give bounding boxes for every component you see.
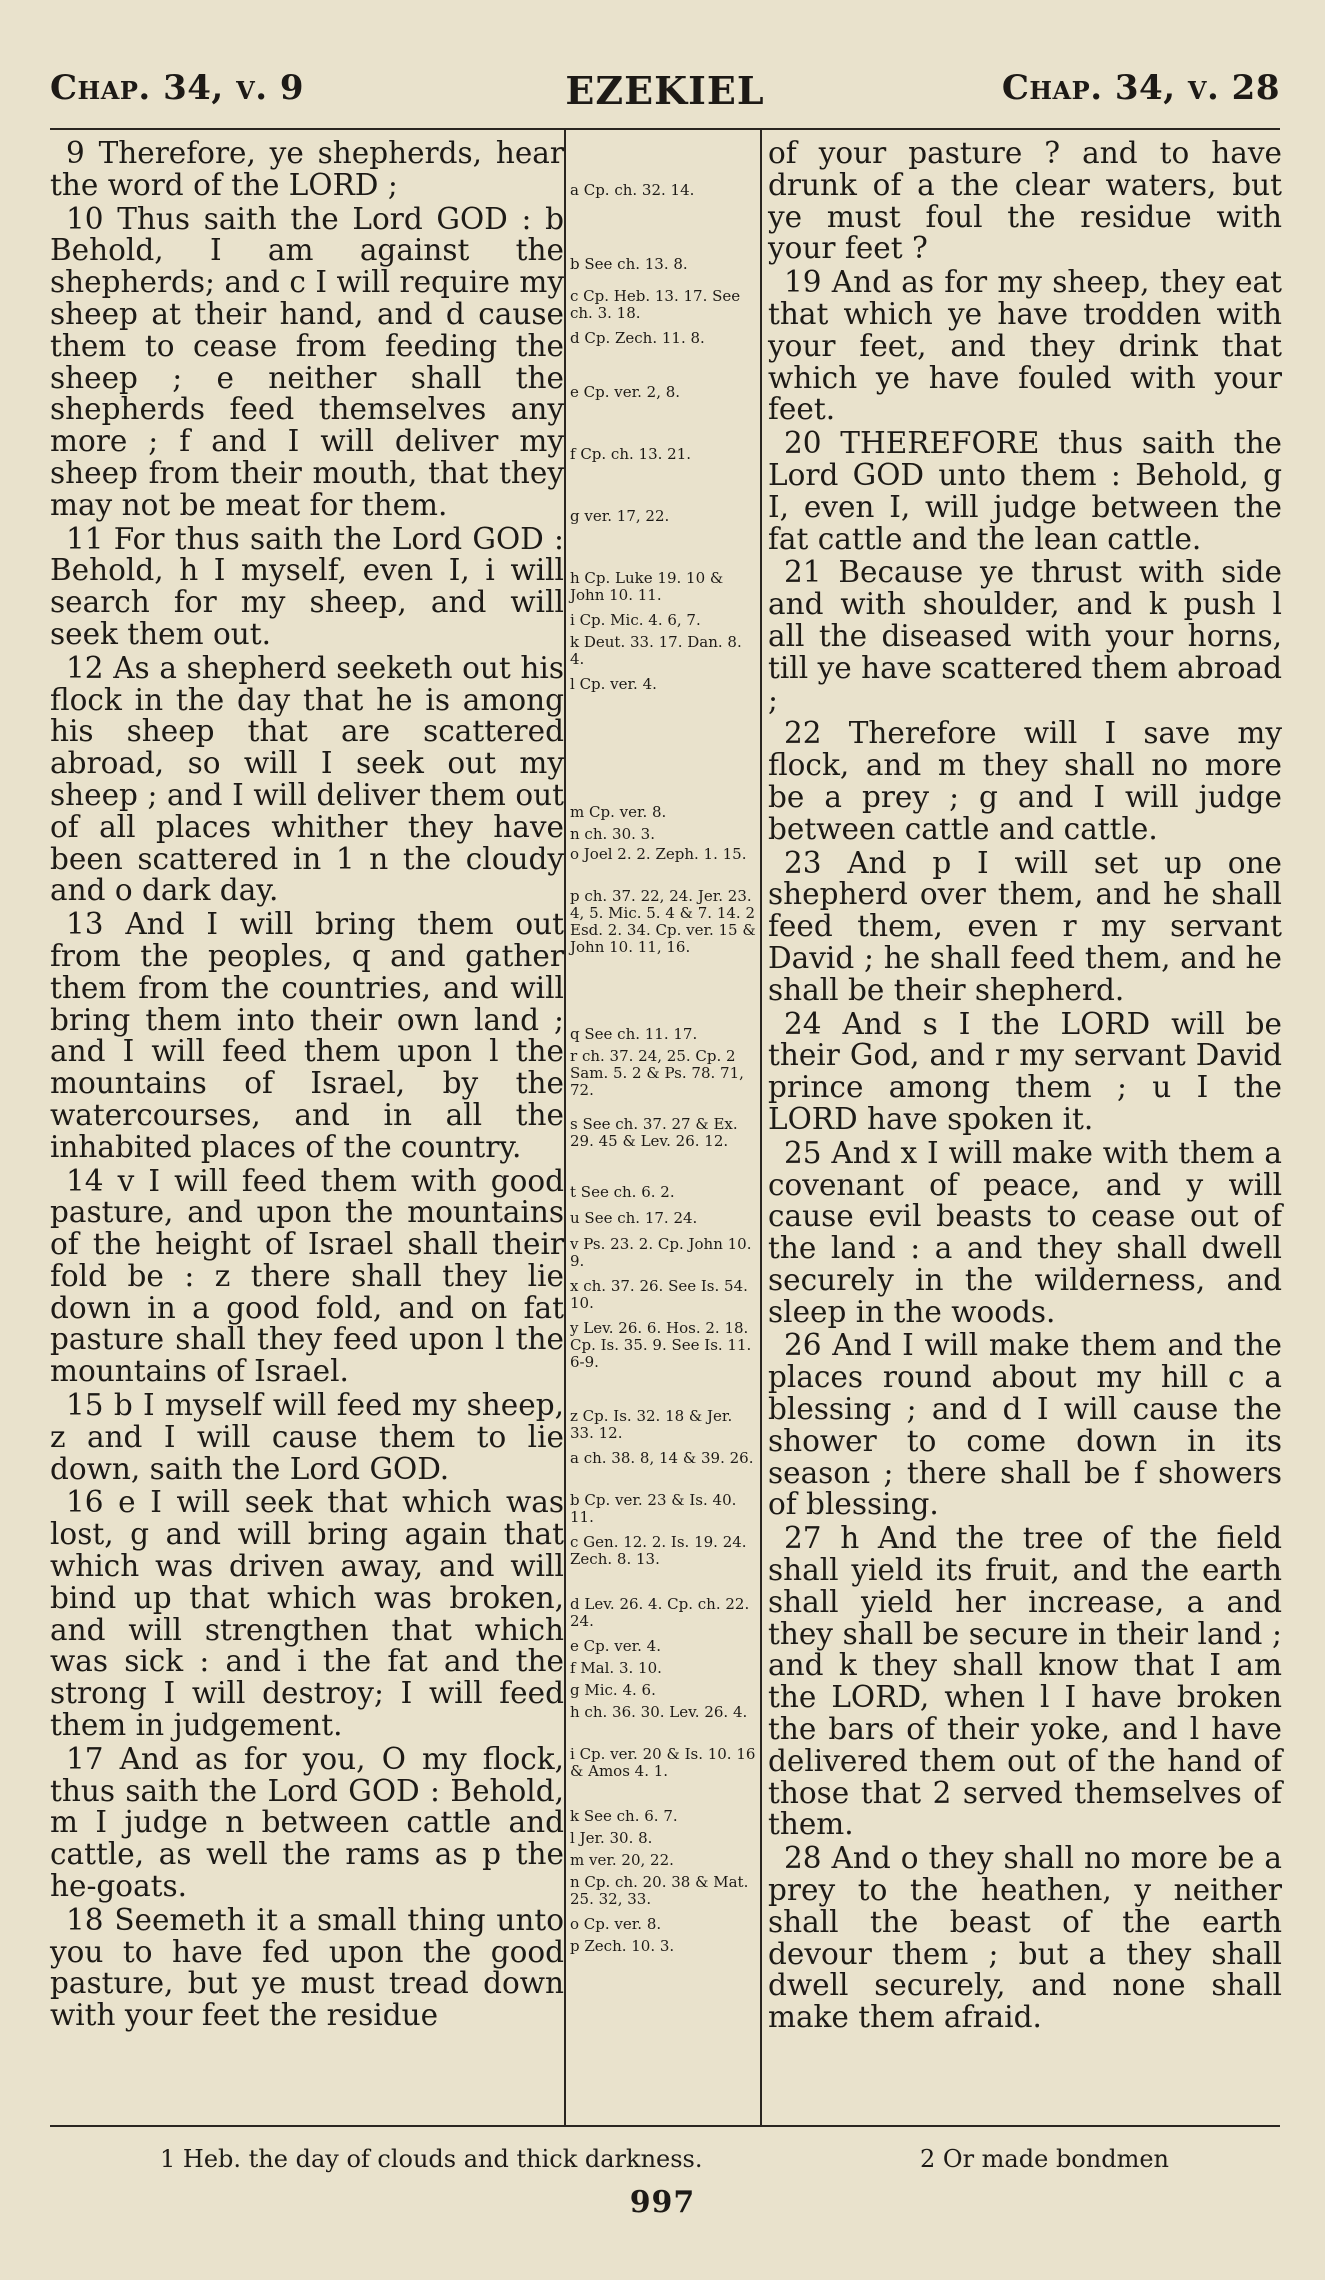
- verse-paragraph: 14 v I will feed them with good pasture, and upon the mountains of the height of Israel shall their fold be : z there shall they lie down in a good fold, and on fat pasture shall they feed upon l the mountains of Israel.: [50, 1163, 564, 1389]
- verse-paragraph: 19 And as for my sheep, they eat that which ye have trodden with your feet, and they drink that which ye have fouled with your feet.: [768, 265, 1282, 427]
- verse-paragraph: 17 And as for you, O my flock, thus saith the Lord GOD : Behold, m I judge n between cattle and cattle, as well the rams as p the he-goats.: [50, 1741, 564, 1904]
- verse-paragraph: 11 For thus saith the Lord GOD : Behold, h I myself, even I, i will search for my sheep, and will seek them out.: [50, 521, 564, 651]
- cross-reference: u See ch. 17. 24.: [570, 1209, 698, 1227]
- cross-reference: d Cp. Zech. 11. 8.: [570, 329, 705, 347]
- cross-reference: h ch. 36. 30. Lev. 26. 4.: [570, 1703, 748, 1721]
- cross-reference: l Cp. ver. 4.: [570, 675, 657, 693]
- footnote-rule: [50, 2125, 1280, 2127]
- cross-reference: f Cp. ch. 13. 21.: [570, 445, 692, 463]
- cross-reference: s See ch. 37. 27 & Ex. 29. 45 & Lev. 26. 12.: [570, 1115, 738, 1150]
- cross-reference: p Zech. 10. 3.: [570, 1937, 675, 1955]
- cross-reference: o Joel 2. 2. Zeph. 1. 15.: [570, 845, 747, 863]
- cross-reference: a ch. 38. 8, 14 & 39. 26.: [570, 1449, 754, 1467]
- cross-reference: x ch. 37. 26. See Is. 54. 10.: [570, 1277, 748, 1312]
- cross-reference: i Cp. Mic. 4. 6, 7.: [570, 611, 701, 629]
- verse-paragraph: 16 e I will seek that which was lost, g and will bring again that which was driven away, and will bind up that which was broken, and will strengthen that which was sick : and i the fat and the strong I will destroy; I will feed them in judgement.: [50, 1485, 564, 1743]
- cross-reference: c Gen. 12. 2. Is. 19. 24. Zech. 8. 13.: [570, 1533, 747, 1568]
- cross-reference: g Mic. 4. 6.: [570, 1681, 656, 1699]
- verse-paragraph: 9 Therefore, ye shepherds, hear the word of the LORD ;: [50, 136, 564, 202]
- verse-paragraph: 24 And s I the LORD will be their God, and r my servant David prince among them ; u I the LORD have spoken it.: [768, 1006, 1282, 1136]
- verse-paragraph: 20 THEREFORE thus saith the Lord GOD unto them : Behold, g I, even I, will judge between the fat cattle and the lean cattle.: [768, 426, 1282, 556]
- cross-reference: g ver. 17, 22.: [570, 507, 670, 525]
- cross-reference: m Cp. ver. 8.: [570, 803, 667, 821]
- cross-reference: p ch. 37. 22, 24. Jer. 23. 4, 5. Mic. 5. 4 & 7. 14. 2 Esd. 2. 34. Cp. ver. 15 & John 10. 11, 16.: [570, 887, 756, 956]
- page-number: 997: [629, 2185, 696, 2220]
- verse-paragraph: 21 Because ye thrust with side and with shoulder, and k push l all the diseased with your horns, till ye have scattered them abroad ;: [768, 555, 1282, 717]
- verse-paragraph: 27 h And the tree of the field shall yield its fruit, and the earth shall yield her increase, a and they shall be secure in their land ; and k they shall know that I am the LORD, when l I have broken the bars of their yoke, and l have delivered them out of the hand of those that 2 served themselves of them.: [768, 1521, 1282, 1842]
- running-header: [50, 60, 1280, 130]
- cross-reference: e Cp. ver. 2, 8.: [570, 383, 681, 401]
- verse-paragraph: 10 Thus saith the Lord GOD : b Behold, I am against the shepherds; and c I will require my sheep at their hand, and d cause them to cease from feeding the sheep ; e neither shall the shepherds feed themselves any more ; f and I will deliver my sheep from their mouth, that they may not be meat for them.: [50, 201, 564, 522]
- cross-reference: n Cp. ch. 20. 38 & Mat. 25. 32, 33.: [570, 1873, 749, 1908]
- column-divider-right: [760, 130, 762, 2125]
- verse-paragraph: 26 And I will make them and the places round about my hill c a blessing ; and d I will cause the shower to come down in its season ; there shall be f showers of blessing.: [768, 1328, 1282, 1522]
- verse-paragraph: 12 As a shepherd seeketh out his flock in the day that he is among his sheep that are scattered abroad, so will I seek out my sheep ; and I will deliver them out of all places whither they have been scattered in 1 n the cloudy and o dark day.: [50, 650, 564, 908]
- cross-reference: n ch. 30. 3.: [570, 825, 655, 843]
- verse-paragraph: 15 b I myself will feed my sheep, z and I will cause them to lie down, saith the Lord GOD.: [50, 1388, 564, 1486]
- header-right-chapter-ref: Chap. 34, v. 28: [1001, 68, 1280, 108]
- cross-reference: t See ch. 6. 2.: [570, 1183, 675, 1201]
- verse-paragraph: 13 And I will bring them out from the peoples, q and gather them from the countries, and will bring them into their own land ; and I will feed them upon l the mountains of Israel, by the watercourses, and in all the inhabited places of the country.: [50, 907, 564, 1164]
- cross-reference: k See ch. 6. 7.: [570, 1807, 678, 1825]
- header-rule: [50, 128, 1280, 130]
- cross-reference: i Cp. ver. 20 & Is. 10. 16 & Amos 4. 1.: [570, 1745, 756, 1780]
- cross-reference: d Lev. 26. 4. Cp. ch. 22. 24.: [570, 1595, 750, 1630]
- cross-reference: e Cp. ver. 4.: [570, 1637, 661, 1655]
- verse-paragraph: 28 And o they shall no more be a prey to the heathen, y neither shall the beast of the earth devour them ; but a they shall dwell securely, and none shall make them afraid.: [768, 1841, 1282, 2035]
- verse-paragraph: 22 Therefore will I save my flock, and m they shall no more be a prey ; g and I will judge between cattle and cattle.: [768, 716, 1282, 846]
- cross-reference: k Deut. 33. 17. Dan. 8. 4.: [570, 633, 742, 668]
- cross-reference: l Jer. 30. 8.: [570, 1829, 653, 1847]
- column-divider-left: [564, 130, 566, 2125]
- header-left-chapter-ref: Chap. 34, v. 9: [50, 68, 305, 108]
- verse-paragraph: 18 Seemeth it a small thing unto you to have fed upon the good pasture, but ye must tread down with your feet the residue: [50, 1902, 564, 2033]
- footnote-1: 1 Heb. the day of clouds and thick darkness.: [160, 2145, 703, 2173]
- cross-reference: f Mal. 3. 10.: [570, 1659, 662, 1677]
- cross-reference: y Lev. 26. 6. Hos. 2. 18. Cp. Is. 35. 9. See Is. 11. 6-9.: [570, 1319, 752, 1371]
- cross-reference: c Cp. Heb. 13. 17. See ch. 3. 18.: [570, 287, 741, 322]
- verse-paragraph: 25 And x I will make with them a covenant of peace, and y will cause evil beasts to cease out of the land : a and they shall dwell securely in the wilderness, and sleep in the woods.: [768, 1135, 1282, 1329]
- footnote-2: 2 Or made bondmen: [920, 2145, 1169, 2173]
- verse-paragraph: 23 And p I will set up one shepherd over them, and he shall feed them, even r my servant David ; he shall feed them, and he shall be their shepherd.: [768, 845, 1282, 1007]
- cross-reference: a Cp. ch. 32. 14.: [570, 181, 695, 199]
- cross-reference: v Ps. 23. 2. Cp. John 10. 9.: [570, 1235, 752, 1270]
- cross-reference: h Cp. Luke 19. 10 & John 10. 11.: [570, 569, 724, 604]
- cross-reference: o Cp. ver. 8.: [570, 1915, 662, 1933]
- verse-paragraph: of your pasture ? and to have drunk of a the clear waters, but ye must foul the residue with your feet ?: [768, 136, 1282, 266]
- left-text-column: [50, 138, 564, 2032]
- cross-reference: q See ch. 11. 17.: [570, 1025, 698, 1043]
- book-title: EZEKIEL: [565, 68, 765, 113]
- cross-reference: b See ch. 13. 8.: [570, 255, 688, 273]
- cross-reference: z Cp. Is. 32. 18 & Jer. 33. 12.: [570, 1407, 733, 1442]
- cross-reference: m ver. 20, 22.: [570, 1851, 674, 1869]
- cross-reference: b Cp. ver. 23 & Is. 40. 11.: [570, 1491, 737, 1526]
- right-text-column: [768, 138, 1282, 2034]
- cross-reference: r ch. 37. 24, 25. Cp. 2 Sam. 5. 2 & Ps. 78. 71, 72.: [570, 1047, 744, 1099]
